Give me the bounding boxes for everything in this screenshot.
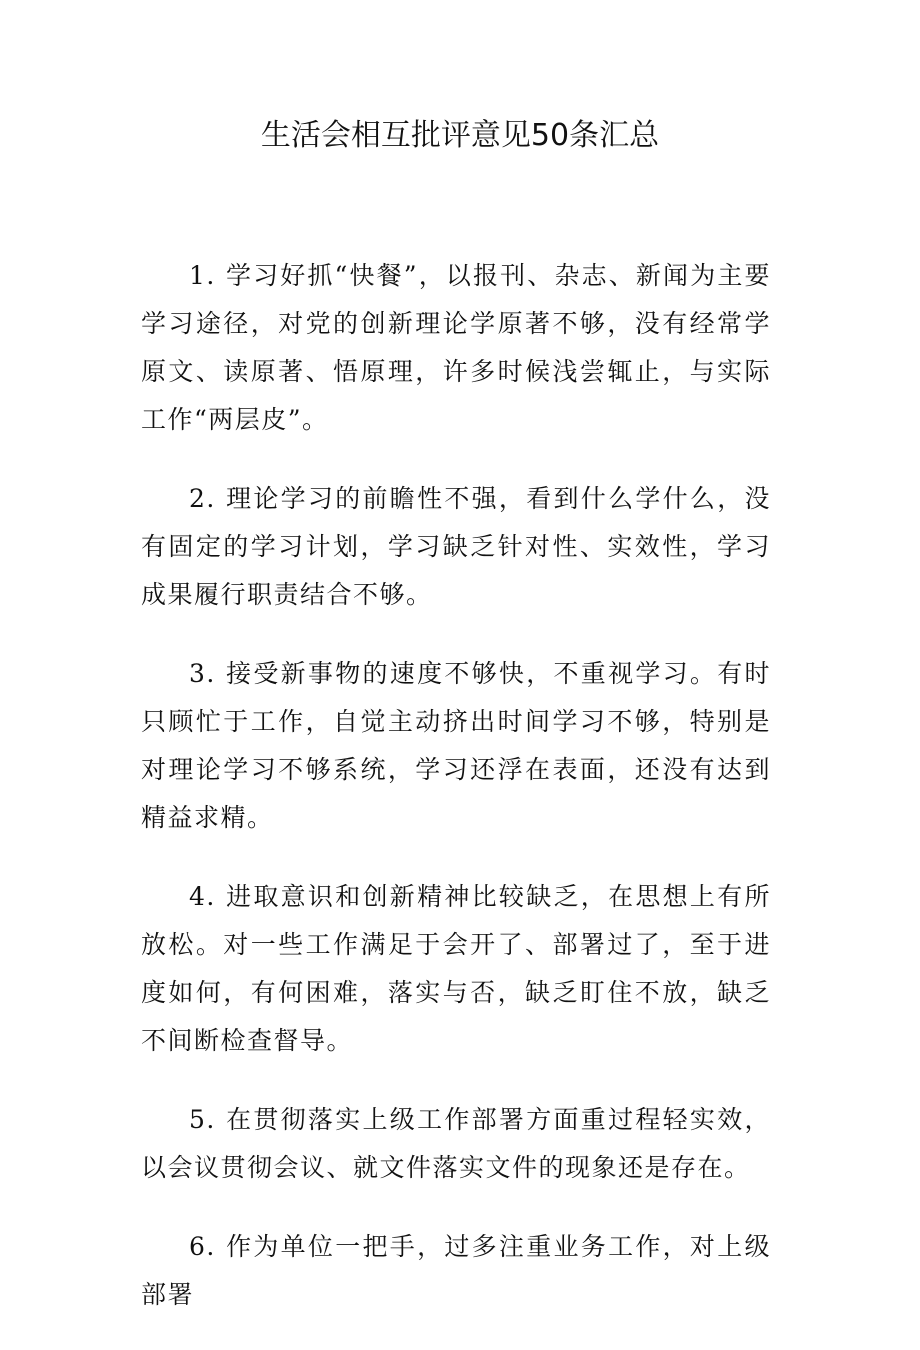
document-title: 生活会相互批评意见50条汇总 [260,118,660,153]
paragraph-6: 6. 作为单位一把手，过多注重业务工作，对上级部署 [141,1232,771,1309]
paragraph-5: 5. 在贯彻落实上级工作部署方面重过程轻实效，以会议贯彻会议、就文件落实文件的现象还是存在。 [141,1105,771,1182]
document-body [141,252,771,1350]
paragraph-2: 2. 理论学习的前瞻性不强，看到什么学什么，没有固定的学习计划，学习缺乏针对性、实效性，学习成果履行职责结合不够。 [141,484,771,609]
paragraph-4: 4. 进取意识和创新精神比较缺乏，在思想上有所放松。对一些工作满足于会开了、部署过了，至于进度如何，有何困难，落实与否，缺乏盯住不放，缺乏不间断检查督导。 [141,882,771,1055]
paragraph-3: 3. 接受新事物的速度不够快，不重视学习。有时只顾忙于工作，自觉主动挤出时间学习不够，特别是对理论学习不够系统，学习还浮在表面，还没有达到精益求精。 [141,659,771,832]
paragraph-1: 1. 学习好抓“快餐”，以报刊、杂志、新闻为主要学习途径，对党的创新理论学原著不够，没有经常学原文、读原著、悟原理，许多时候浅尝辄止，与实际工作“两层皮”。 [141,261,771,434]
